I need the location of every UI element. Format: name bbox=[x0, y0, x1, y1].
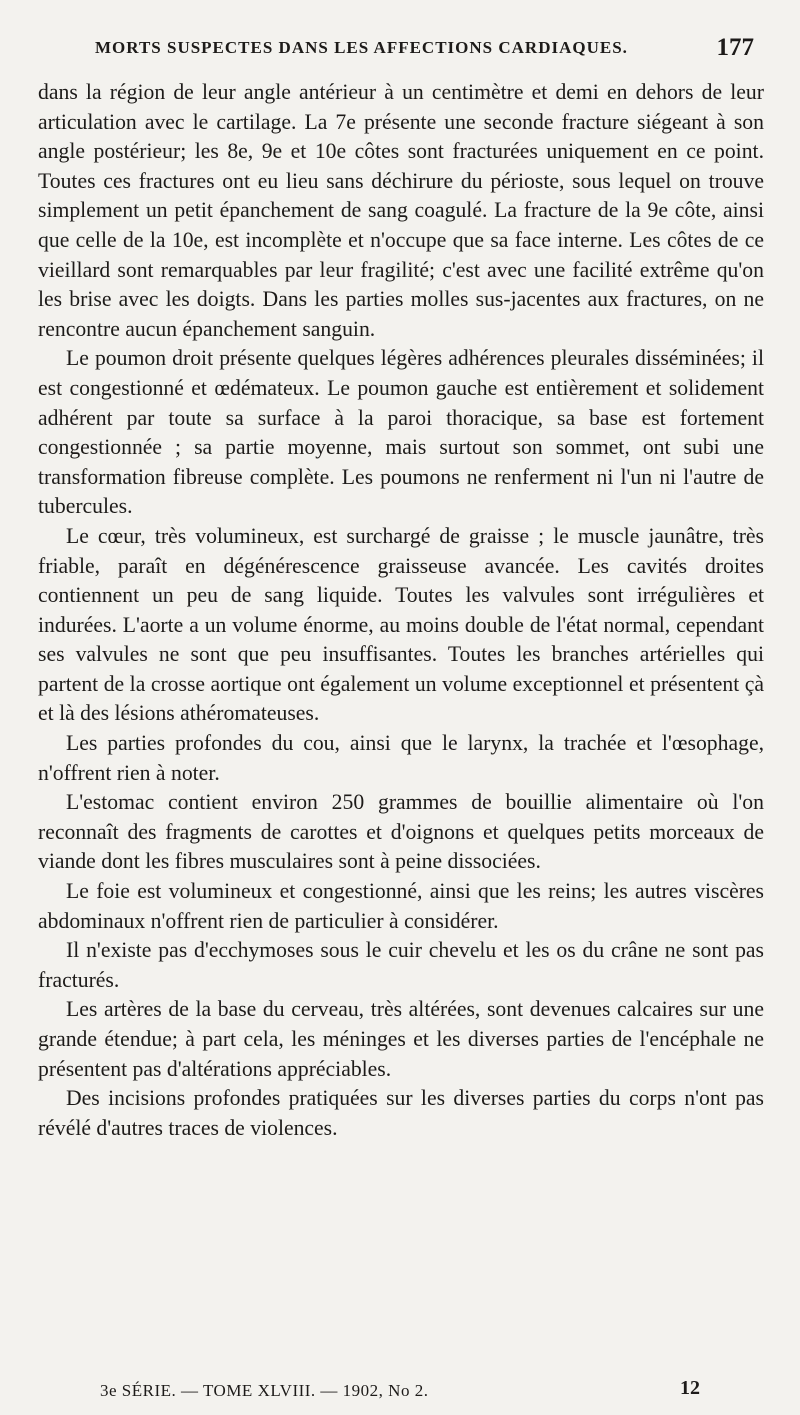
paragraph: Le poumon droit présente quelques légères adhérences pleurales disséminées; il est congestionné et œdémateux. Le poumon gauche est entièrement et solidement adhérent par toute sa surface à la paroi thoracique, sa base est fortement congestionnée ; sa partie moyenne, mais surtout son sommet, ont subi une transformation fibreuse complète. Les poumons ne renferment ni l'un ni l'autre de tubercules. bbox=[38, 346, 764, 519]
page-number: 177 bbox=[716, 34, 754, 61]
paragraph: dans la région de leur angle antérieur à un centimètre et demi en dehors de leur articulation avec le cartilage. La 7e présente une seconde fracture siégeant à son angle postérieur; les 8e, 9e et 10e côtes sont fracturées uniquement en ce point. Toutes ces fractures ont eu lieu sans déchirure du périoste, sous lequel on trouve simplement un petit épanchement de sang coagulé. La fracture de la 9e côte, ainsi que celle de la 10e, est incomplète et n'occupe que sa face interne. Les côtes de ce vieillard sont remarquables par leur fragilité; c'est avec une facilité extrême qu'on les brise avec les doigts. Dans les parties molles sus-jacentes aux fractures, on ne rencontre aucun épanchement sanguin. bbox=[38, 80, 764, 341]
paragraph: Les parties profondes du cou, ainsi que le larynx, la trachée et l'œsophage, n'offrent rien à noter. bbox=[38, 731, 764, 785]
signature-mark: 12 bbox=[680, 1377, 700, 1399]
paragraph: Les artères de la base du cerveau, très altérées, sont devenues calcaires sur une grande étendue; à part cela, les méninges et les diverses parties de l'encéphale ne présentent pas d'altérations appréciables. bbox=[38, 997, 764, 1081]
series-line: 3e SÉRIE. — TOME XLVIII. — 1902, No 2. bbox=[100, 1381, 429, 1400]
paragraph: Le cœur, très volumineux, est surchargé de graisse ; le muscle jaunâtre, très friable, paraît en dégénérescence graisseuse avancée. Les cavités droites contiennent un peu de sang liquide. Toutes les valvules sont irrégulières et indurées. L'aorte a un volume énorme, au moins double de l'état normal, cependant ses valvules ne sont que peu insuffisantes. Toutes les branches artérielles qui partent de la crosse aortique ont également un volume exceptionnel et présentent çà et là des lésions athéromateuses. bbox=[38, 523, 764, 726]
body-text bbox=[38, 78, 764, 1143]
paragraph: Des incisions profondes pratiquées sur les diverses parties du corps n'ont pas révélé d'autres traces de violences. bbox=[38, 1086, 764, 1140]
page-footer bbox=[100, 1377, 700, 1407]
running-header bbox=[40, 34, 754, 66]
paragraph: Le foie est volumineux et congestionné, ainsi que les reins; les autres viscères abdominaux n'offrent rien de particulier à considérer. bbox=[38, 879, 764, 933]
paragraph: Il n'existe pas d'ecchymoses sous le cuir chevelu et les os du crâne ne sont pas fracturés. bbox=[38, 938, 764, 992]
running-title: MORTS SUSPECTES DANS LES AFFECTIONS CARDIAQUES. bbox=[95, 38, 628, 57]
paragraph: L'estomac contient environ 250 grammes de bouillie alimentaire où l'on reconnaît des fragments de carottes et d'oignons et quelques petits morceaux de viande dont les fibres musculaires sont à peine dissociées. bbox=[38, 790, 764, 874]
